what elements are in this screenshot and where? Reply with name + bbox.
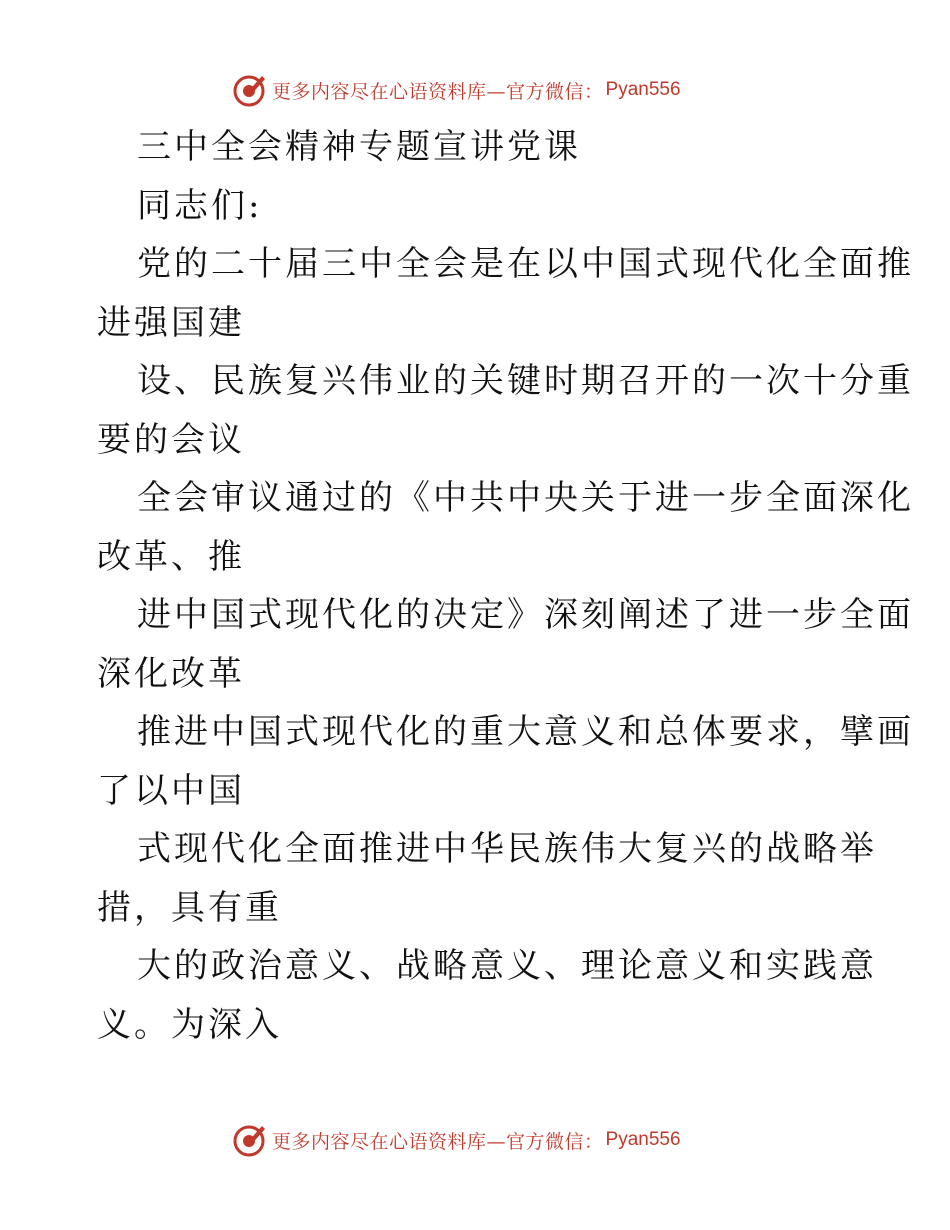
- watermark-wechat-id: Pyan556: [605, 1129, 681, 1150]
- text-line: 了以中国: [97, 770, 245, 811]
- text-line: 设、民族复兴伟业的关键时期召开的一次十分重: [137, 361, 914, 401]
- text-line: 深化改革: [97, 653, 245, 694]
- pen-logo-icon: [232, 1122, 268, 1158]
- footer-watermark: [232, 1120, 681, 1160]
- watermark-text: 更多内容尽在心语资料库—官方微信：: [272, 1130, 604, 1153]
- watermark-text: 更多内容尽在心语资料库—官方微信：: [272, 80, 604, 103]
- text-line: 大的政治意义、战略意义、理论意义和实践意: [137, 946, 877, 986]
- text-line: 进中国式现代化的决定》深刻阐述了进一步全面: [137, 595, 914, 635]
- text-line: 进强国建: [97, 302, 245, 343]
- pen-logo-icon: [232, 72, 268, 108]
- watermark-wechat-id: Pyan556: [605, 79, 681, 100]
- text-line: 全会审议通过的《中共中央关于进一步全面深化: [137, 478, 914, 518]
- text-line: 改革、推: [97, 536, 245, 577]
- text-line: 义。为深入: [97, 1004, 282, 1045]
- text-line: 措，具有重: [97, 887, 282, 928]
- text-line: 要的会议: [97, 419, 245, 460]
- text-line: 推进中国式现代化的重大意义和总体要求，擘画: [137, 712, 914, 752]
- text-line: 党的二十届三中全会是在以中国式现代化全面推: [137, 244, 914, 284]
- document-body: [97, 118, 914, 1054]
- salutation: 同志们:: [137, 185, 263, 226]
- header-watermark: [232, 70, 681, 110]
- document-title: 三中全会精神专题宣讲党课: [137, 127, 581, 167]
- text-line: 式现代化全面推进中华民族伟大复兴的战略举: [137, 829, 877, 869]
